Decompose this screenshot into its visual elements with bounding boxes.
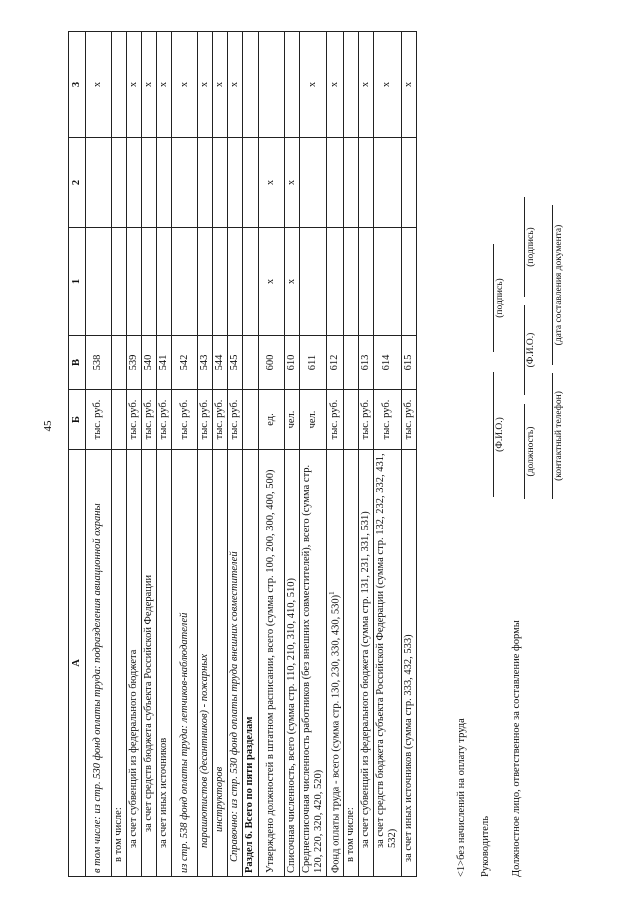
cell-c2 — [172, 138, 198, 228]
cell-b — [401, 390, 416, 450]
cell-c2 — [258, 138, 284, 228]
cell-text: тыс. руб. — [328, 399, 340, 440]
cell-c3 — [401, 32, 416, 138]
cell-a — [359, 450, 374, 877]
cell-a — [374, 450, 401, 877]
cell-c1 — [86, 228, 112, 336]
cell-v — [284, 336, 299, 390]
manager-fio-caption: (Ф.И.О.) — [495, 417, 505, 452]
cell-c3 — [172, 32, 198, 138]
cell-b — [127, 390, 142, 450]
cell-c1 — [344, 228, 359, 336]
cell-text: тыс. руб. — [360, 399, 372, 440]
cell-v — [299, 336, 326, 390]
responsible-fio-caption: (Ф.И.О.) — [526, 332, 536, 368]
cell-text: x — [264, 179, 276, 186]
cell-c3 — [127, 32, 142, 138]
table-row — [198, 32, 213, 877]
responsible-signature-caption: (подпись) — [526, 227, 536, 267]
header-col-2: 2 — [69, 138, 86, 228]
cell-b — [112, 390, 127, 450]
table-row — [127, 32, 142, 877]
cell-a — [284, 450, 299, 877]
cell-c1 — [258, 228, 284, 336]
cell-text: в том числе: — [345, 807, 357, 862]
cell-c1 — [157, 228, 172, 336]
cell-c2 — [299, 138, 326, 228]
cell-text: Раздел 6. Всего по пяти разделам — [244, 716, 256, 873]
cell-c3 — [374, 32, 401, 138]
cell-c1 — [198, 228, 213, 336]
cell-v — [326, 336, 344, 390]
cell-c1 — [401, 228, 416, 336]
cell-text: за счет средств бюджета субъекта Российской Федерации — [143, 574, 155, 832]
cell-a — [344, 450, 359, 877]
cell-a — [213, 450, 228, 877]
cell-text: x — [285, 278, 297, 285]
cell-text: тыс. руб. — [158, 399, 170, 440]
cell-b — [374, 390, 401, 450]
cell-v — [213, 336, 228, 390]
table-header-row — [69, 32, 86, 877]
cell-b — [344, 390, 359, 450]
cell-c2 — [243, 138, 258, 228]
cell-b — [228, 390, 243, 450]
date-caption: (дата составления документа) — [554, 224, 564, 346]
header-col-v: В — [69, 336, 86, 390]
cell-text: Справочно: из стр. 530 фонд оплаты труда внешних совместителей — [229, 551, 241, 862]
cell-c2 — [213, 138, 228, 228]
cell-text: за счет субвенций из федерального бюджета — [128, 649, 140, 848]
cell-c3 — [299, 32, 326, 138]
cell-c2 — [198, 138, 213, 228]
cell-text: Списочная численность, всего (сумма стр. 110, 210, 310, 410, 510) — [285, 577, 297, 873]
cell-text: x — [381, 81, 393, 88]
rotated-page-content — [68, 32, 623, 877]
cell-a — [243, 450, 258, 877]
cell-text: x — [360, 81, 372, 88]
responsible-signature-line — [524, 197, 525, 297]
cell-text: инструкторов — [214, 766, 226, 832]
table-row — [86, 32, 112, 877]
cell-text: 545 — [229, 354, 241, 371]
header-col-a: А — [69, 450, 86, 877]
cell-b — [172, 390, 198, 450]
manager-signature-line — [493, 244, 494, 352]
page-number: 45 — [42, 420, 54, 432]
cell-b — [243, 390, 258, 450]
cell-a — [258, 450, 284, 877]
table-row — [374, 32, 401, 877]
cell-text: тыс. руб. — [92, 399, 104, 440]
cell-text: 539 — [128, 354, 140, 371]
cell-text: x — [306, 81, 318, 88]
cell-c3 — [243, 32, 258, 138]
cell-v — [86, 336, 112, 390]
table-row — [284, 32, 299, 877]
cell-v — [127, 336, 142, 390]
cell-text: x — [158, 81, 170, 88]
cell-c3 — [284, 32, 299, 138]
manager-fio-line — [493, 372, 494, 497]
cell-text: 615 — [402, 354, 414, 371]
responsible-position-caption: (должность) — [526, 426, 536, 477]
cell-text: тыс. руб. — [199, 399, 211, 440]
table-row — [228, 32, 243, 877]
table-row — [112, 32, 127, 877]
manager-signature-caption: (подпись) — [495, 278, 505, 318]
cell-c2 — [112, 138, 127, 228]
cell-b — [157, 390, 172, 450]
cell-v — [142, 336, 157, 390]
table-row — [401, 32, 416, 877]
table-row — [326, 32, 344, 877]
cell-text: Среднесписочная численность работников (без внешних совместителей), всего (сумма стр. 120, 220, 320, 420, 520) — [300, 464, 324, 873]
cell-c3 — [359, 32, 374, 138]
cell-text: Утверждено должностей в штатном расписании, всего (сумма стр. 100, 200, 300, 400, 500) — [264, 469, 276, 873]
cell-text: 611 — [306, 354, 318, 371]
cell-text: в том числе: из стр. 530 фонд оплаты труда: подразделения авиационной охраны — [92, 503, 104, 873]
cell-text: в том числе: — [113, 807, 124, 862]
cell-a — [86, 450, 112, 877]
cell-text: x — [92, 81, 104, 88]
cell-text: тыс. руб. — [143, 399, 155, 440]
cell-text: x — [264, 278, 276, 285]
cell-c2 — [359, 138, 374, 228]
cell-text: x — [328, 81, 340, 88]
cell-text: 540 — [143, 354, 155, 371]
cell-text: 600 — [264, 354, 276, 371]
cell-text: чел. — [306, 410, 318, 429]
cell-c3 — [112, 32, 127, 138]
cell-text: x — [285, 179, 297, 186]
cell-c3 — [326, 32, 344, 138]
cell-text: тыс. руб. — [214, 399, 226, 440]
phone-caption: (контактный телефон) — [554, 391, 564, 481]
cell-v — [112, 336, 127, 390]
cell-v — [157, 336, 172, 390]
cell-c1 — [326, 228, 344, 336]
cell-text: x — [199, 81, 211, 88]
cell-text: 544 — [214, 354, 226, 371]
cell-text: 542 — [178, 354, 190, 371]
cell-text: за счет субвенций из федерального бюджета (сумма стр. 131, 231, 331, 531) — [360, 511, 372, 848]
cell-c2 — [228, 138, 243, 228]
cell-v — [228, 336, 243, 390]
table-row — [142, 32, 157, 877]
cell-c2 — [344, 138, 359, 228]
table-row — [172, 32, 198, 877]
cell-v — [401, 336, 416, 390]
cell-text: из стр. 538 фонд оплаты труда: летчиков-наблюдателей — [178, 612, 190, 873]
cell-b — [359, 390, 374, 450]
cell-text: Фонд оплаты труда - всего (сумма стр. 130, 230, 330, 430, 530) — [330, 594, 342, 873]
phone-line — [552, 373, 553, 499]
cell-c1 — [299, 228, 326, 336]
cell-b — [213, 390, 228, 450]
cell-text: 613 — [360, 354, 372, 371]
cell-c3 — [142, 32, 157, 138]
cell-c1 — [127, 228, 142, 336]
cell-text: x — [214, 81, 226, 88]
footnote-marker: 1 — [327, 591, 336, 595]
cell-c2 — [326, 138, 344, 228]
cell-text: 543 — [199, 354, 211, 371]
cell-c1 — [112, 228, 127, 336]
cell-c2 — [374, 138, 401, 228]
cell-text: x — [402, 81, 414, 88]
cell-b — [326, 390, 344, 450]
cell-c2 — [127, 138, 142, 228]
cell-text: 612 — [328, 354, 340, 371]
manager-label: Руководитель — [480, 816, 491, 877]
cell-text: за счет средств бюджета субъекта Российской Федерации (сумма стр. 132, 232, 332, 431, 532) — [375, 453, 399, 848]
header-col-1: 1 — [69, 228, 86, 336]
cell-a — [157, 450, 172, 877]
responsible-fio-line — [524, 305, 525, 395]
cell-text: x — [229, 81, 241, 88]
cell-c1 — [142, 228, 157, 336]
cell-text: 610 — [285, 354, 297, 371]
table-row — [243, 32, 258, 877]
cell-c1 — [172, 228, 198, 336]
cell-a — [127, 450, 142, 877]
cell-text: 541 — [158, 354, 170, 371]
table-row — [344, 32, 359, 877]
cell-c3 — [344, 32, 359, 138]
cell-c3 — [157, 32, 172, 138]
cell-v — [344, 336, 359, 390]
cell-c1 — [359, 228, 374, 336]
cell-c3 — [213, 32, 228, 138]
cell-text: тыс. руб. — [128, 399, 140, 440]
responsible-position-line — [524, 404, 525, 499]
cell-c2 — [284, 138, 299, 228]
cell-a — [228, 450, 243, 877]
cell-v — [172, 336, 198, 390]
cell-c1 — [374, 228, 401, 336]
table-row — [213, 32, 228, 877]
header-col-b: Б — [69, 390, 86, 450]
cell-b — [284, 390, 299, 450]
cell-text: за счет иных источников — [158, 737, 170, 848]
cell-b — [198, 390, 213, 450]
cell-c1 — [213, 228, 228, 336]
date-line — [552, 205, 553, 365]
cell-v — [374, 336, 401, 390]
cell-b — [142, 390, 157, 450]
cell-text: за счет иных источников (сумма стр. 333, 432, 533) — [402, 634, 414, 862]
cell-b — [299, 390, 326, 450]
table-row — [299, 32, 326, 877]
cell-a — [142, 450, 157, 877]
table-row — [359, 32, 374, 877]
cell-a — [326, 450, 344, 877]
cell-text: парашютистов (десантников) - пожарных — [199, 653, 211, 848]
cell-text: тыс. руб. — [381, 399, 393, 440]
cell-c2 — [401, 138, 416, 228]
cell-c1 — [284, 228, 299, 336]
cell-text: тыс. руб. — [178, 399, 190, 440]
cell-text: чел. — [285, 410, 297, 429]
cell-c2 — [142, 138, 157, 228]
cell-a — [299, 450, 326, 877]
cell-a — [112, 450, 127, 877]
cell-a — [198, 450, 213, 877]
cell-v — [258, 336, 284, 390]
cell-c3 — [228, 32, 243, 138]
cell-v — [359, 336, 374, 390]
cell-c1 — [228, 228, 243, 336]
cell-b — [86, 390, 112, 450]
cell-v — [243, 336, 258, 390]
cell-c3 — [198, 32, 213, 138]
cell-text: ед. — [264, 413, 276, 426]
cell-text: x — [178, 81, 190, 88]
cell-c2 — [86, 138, 112, 228]
table-row — [157, 32, 172, 877]
cell-text: тыс. руб. — [402, 399, 414, 440]
cell-a — [172, 450, 198, 877]
cell-b — [258, 390, 284, 450]
footnote: <1>без начислений на оплату труда — [456, 718, 467, 877]
cell-c1 — [243, 228, 258, 336]
table-row — [258, 32, 284, 877]
cell-v — [198, 336, 213, 390]
cell-text: 538 — [92, 354, 104, 371]
cell-text: x — [143, 81, 155, 88]
header-col-3: 3 — [69, 32, 86, 138]
cell-a — [401, 450, 416, 877]
cell-text: тыс. руб. — [229, 399, 241, 440]
cell-c3 — [86, 32, 112, 138]
cell-c3 — [258, 32, 284, 138]
responsible-label: Должностное лицо, ответственное за составление формы — [511, 620, 522, 877]
cell-text: x — [128, 81, 140, 88]
staff-table — [68, 31, 417, 877]
cell-c2 — [157, 138, 172, 228]
cell-text: 614 — [381, 354, 393, 371]
